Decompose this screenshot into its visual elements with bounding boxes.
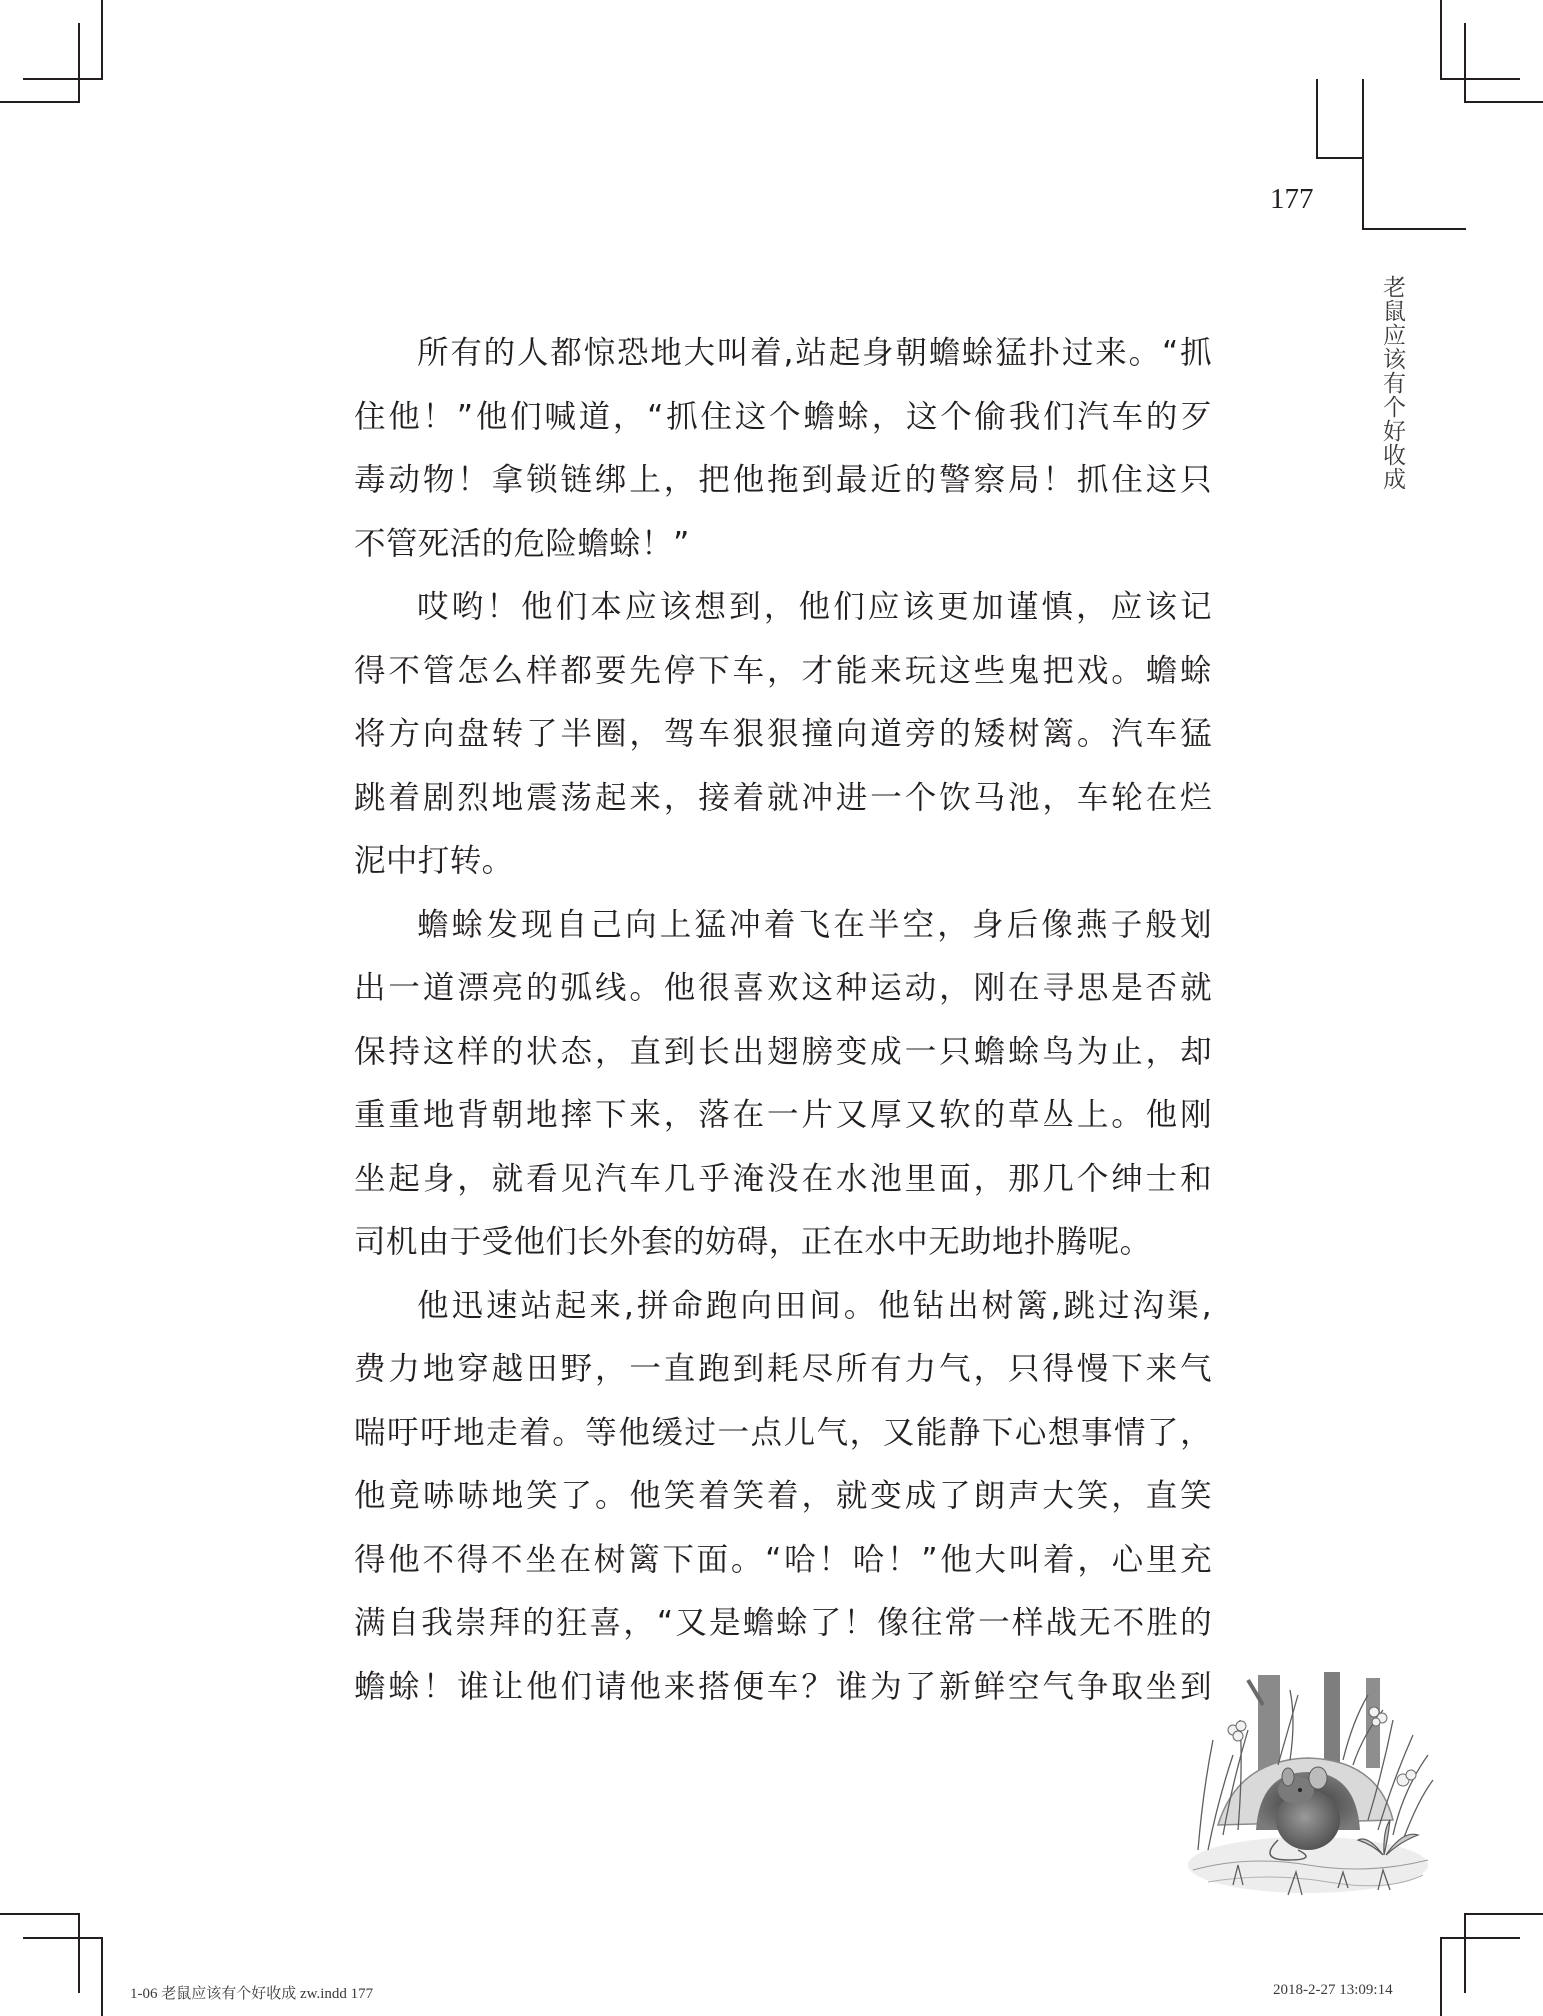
- crop-mark-top-left-outer-horizontal: [23, 78, 103, 80]
- text-line: 司机由于受他们长外套的妨碍，正在水中无助地扑腾呢。: [354, 1224, 1152, 1260]
- page-number: 177: [1270, 183, 1314, 215]
- crop-mark-bottom-right-outer-vertical: [1440, 1937, 1442, 2016]
- text-line: 所有的人都惊恐地大叫着,站起身朝蟾蜍猛扑过来。“抓: [417, 335, 1212, 371]
- crop-mark-top-left-outer-vertical: [101, 0, 103, 79]
- text-line: 哎哟！他们本应该想到，他们应该更加谨慎，应该记: [417, 589, 1212, 625]
- text-line: 坐起身，就看见汽车几乎淹没在水池里面，那几个绅士和: [354, 1160, 1212, 1197]
- crop-mark-top-left-inner-horizontal: [0, 101, 79, 103]
- text-line: 他迅速站起来,拼命跑向田间。他钻出树篱,跳过沟渠,: [417, 1287, 1212, 1324]
- paragraph-3: [354, 894, 1212, 1275]
- text-line: 得他不得不坐在树篱下面。“哈！哈！”他大叫着，心里充: [354, 1541, 1212, 1578]
- mouse-burrow-illustration: [1178, 1660, 1438, 1905]
- text-line: 住他！”他们喊道，“抓住这个蟾蜍，这个偷我们汽车的歹: [354, 398, 1212, 435]
- text-line: 泥中打转。: [354, 843, 514, 879]
- crop-mark-bottom-left-outer-vertical: [101, 1937, 103, 2016]
- text-line: 得不管怎么样都要先停下车，才能来玩这些鬼把戏。蟾蜍: [354, 652, 1212, 689]
- crop-mark-bottom-right-outer-horizontal: [1440, 1937, 1520, 1939]
- text-line: 不管死活的危险蟾蜍！”: [354, 525, 690, 562]
- header-rule-bottom-horizontal: [1362, 228, 1466, 230]
- text-line: 将方向盘转了半圈，驾车狠狠撞向道旁的矮树篱。汽车猛: [354, 716, 1212, 752]
- text-line: 满自我崇拜的狂喜，“又是蟾蜍了！像往常一样战无不胜的: [354, 1605, 1212, 1641]
- crop-mark-bottom-right-inner-horizontal: [1464, 1913, 1543, 1915]
- text-line: 跳着剧烈地震荡起来，接着就冲进一个饮马池，车轮在烂: [354, 779, 1212, 816]
- crop-mark-top-left-inner-vertical: [78, 23, 80, 103]
- body-text: [354, 322, 1212, 1719]
- crop-mark-bottom-left-inner-vertical: [78, 1913, 80, 1993]
- text-line: 他竟哧哧地笑了。他笑着笑着，就变成了朗声大笑，直笑: [354, 1478, 1212, 1514]
- crop-mark-top-right-outer-horizontal: [1440, 78, 1520, 80]
- sketch-icon: [1178, 1660, 1438, 1905]
- paragraph-1: [354, 322, 1212, 576]
- footer-timestamp: 2018-2-27 13:09:14: [1273, 1982, 1393, 1998]
- crop-mark-bottom-left-outer-horizontal: [23, 1937, 103, 1939]
- text-line: 喘吁吁地走着。等他缓过一点儿气，又能静下心想事情了，: [354, 1414, 1212, 1451]
- text-line: 蟾蜍发现自己向上猛冲着飞在半空，身后像燕子般划: [417, 906, 1212, 943]
- crop-mark-top-right-inner-vertical: [1464, 23, 1466, 103]
- paragraph-2: [354, 576, 1212, 894]
- running-title: 老鼠应该有个好收成: [1379, 275, 1405, 491]
- text-line: 蟾蜍！谁让他们请他来搭便车？谁为了新鲜空气争取坐到: [354, 1668, 1212, 1705]
- crop-mark-bottom-left-inner-horizontal: [0, 1913, 79, 1915]
- header-rule-right-vertical: [1362, 79, 1364, 230]
- crop-mark-top-right-outer-vertical: [1440, 0, 1442, 79]
- text-line: 重重地背朝地摔下来，落在一片又厚又软的草丛上。他刚: [354, 1097, 1212, 1133]
- footer-file-info: 1-06 老鼠应该有个好收成 zw.indd 177: [130, 1986, 374, 2002]
- text-line: 费力地穿越田野，一直跑到耗尽所有力气，只得慢下来气: [354, 1351, 1212, 1387]
- crop-mark-top-right-inner-horizontal: [1464, 101, 1543, 103]
- header-rule-left-horizontal: [1316, 157, 1363, 159]
- crop-mark-bottom-right-inner-vertical: [1464, 1913, 1466, 1993]
- header-rule-left-vertical: [1316, 79, 1318, 158]
- text-line: 毒动物！拿锁链绑上，把他拖到最近的警察局！抓住这只: [354, 462, 1212, 498]
- text-line: 保持这样的状态，直到长出翅膀变成一只蟾蜍鸟为止，却: [354, 1033, 1212, 1070]
- paragraph-4: [354, 1275, 1212, 1720]
- text-line: 出一道漂亮的弧线。他很喜欢这种运动，刚在寻思是否就: [354, 970, 1212, 1006]
